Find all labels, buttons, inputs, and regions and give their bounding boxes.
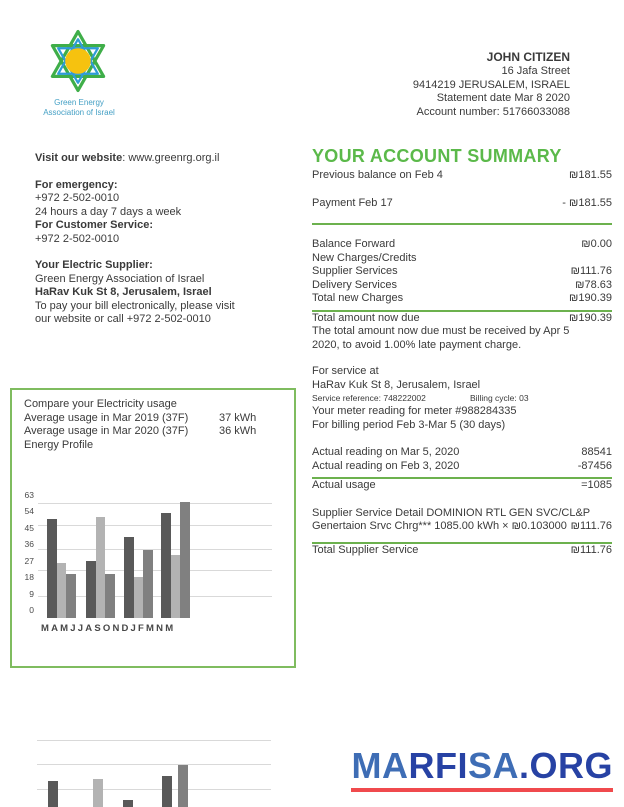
summary-row-delivery-services	[312, 279, 612, 293]
chart-y-tick: 27	[24, 555, 34, 566]
pay-instruction-line2: our website or call +972 2-502-0010	[35, 313, 211, 325]
usage-bar	[124, 537, 134, 618]
chart-y-tick: 36	[24, 539, 34, 550]
due-note-line1: The total amount now due must be received by Apr 5	[312, 325, 570, 337]
row-value: ₪111.76	[570, 520, 612, 532]
chart-y-tick: 45	[24, 522, 34, 533]
row-label: Balance Forward	[312, 238, 396, 250]
emergency-hours: 24 hours a day 7 days a week	[35, 205, 182, 218]
row-value: ₪78.63	[575, 278, 612, 291]
summary-row-previous-balance	[312, 169, 612, 183]
row-label: New Charges/Credits	[312, 251, 417, 264]
recipient-street: 16 Jafa Street	[501, 65, 570, 77]
row-label: Actual reading on Feb 3, 2020	[312, 459, 460, 472]
usage-bar	[93, 779, 103, 807]
row-value: - ₪181.55	[562, 196, 612, 209]
chart2-gridline	[37, 740, 271, 741]
avg-usage-2019-row	[24, 412, 284, 426]
chart2-gridline	[37, 764, 271, 765]
row-value: 37 kWh	[219, 411, 257, 424]
summary-row-payment	[312, 197, 612, 211]
website-url: : www.greenrg.org.il	[122, 152, 220, 164]
service-reference: Service reference: 748222002	[312, 393, 426, 403]
row-value: ₪181.55	[569, 169, 612, 181]
usage-bar	[143, 550, 153, 618]
chart2-gridline	[37, 789, 271, 790]
chart-gridline	[38, 525, 272, 526]
row-label: Previous balance on Feb 4	[312, 169, 443, 181]
row-value: ₪190.39	[569, 311, 612, 324]
marfisa-logo	[351, 746, 613, 792]
chart-y-tick: 63	[24, 490, 34, 500]
usage-bar	[66, 574, 76, 619]
usage-bar	[162, 776, 172, 807]
org-logo-text	[18, 98, 140, 117]
row-value: ₪0.00	[581, 238, 612, 250]
billing-cycle: Billing cycle: 03	[470, 393, 529, 403]
meter-line: Your meter reading for meter #988284335	[312, 405, 517, 417]
supplier-label: Your Electric Supplier:	[35, 259, 153, 271]
star-of-david-sun-icon	[46, 27, 110, 95]
row-label: Average usage in Mar 2019 (37F)	[24, 411, 189, 424]
row-label: Total Supplier Service	[312, 543, 419, 556]
row-label: Delivery Services	[312, 278, 397, 291]
marfisa-segment-2: RFI	[408, 745, 468, 786]
summary-row-supplier-services	[312, 265, 612, 279]
org-name-line1: Green Energy	[54, 98, 104, 107]
summary-row-total-due	[312, 312, 612, 326]
service-reference-row	[312, 392, 612, 405]
emergency-label: For emergency:	[35, 178, 118, 191]
usage-bar	[48, 781, 58, 807]
actual-usage-row	[312, 479, 612, 493]
row-value: 88541	[581, 446, 612, 458]
green-divider	[312, 223, 612, 225]
summary-row-balance-forward	[312, 238, 612, 252]
usage-bar	[123, 800, 133, 807]
summary-title: YOUR ACCOUNT SUMMARY	[312, 146, 562, 166]
pay-instruction-line1: To pay your bill electronically, please visit	[35, 299, 235, 312]
account-summary	[312, 146, 612, 557]
chart-gridline	[38, 549, 272, 550]
usage-bar	[57, 563, 67, 618]
chart-y-tick: 18	[24, 572, 34, 583]
supplier-detail-line1: Supplier Service Detail DOMINION RTL GEN SVC/CL&P	[312, 506, 591, 519]
row-label: Actual usage	[312, 479, 376, 491]
usage-bar	[180, 502, 190, 618]
row-label: Supplier Services	[312, 265, 398, 277]
chart-y-tick: 0	[29, 605, 34, 615]
summary-row-total-new-charges	[312, 292, 612, 306]
for-service-at: For service at	[312, 365, 379, 377]
chart-y-tick: 54	[24, 506, 34, 517]
row-label: Actual reading on Mar 5, 2020	[312, 446, 460, 458]
chart-y-tick: 9	[29, 588, 34, 599]
customer-service-phone: +972 2-502-0010	[35, 232, 120, 245]
marfisa-underline	[351, 788, 613, 792]
usage-bar	[161, 513, 171, 618]
usage-bar	[96, 517, 106, 618]
customer-service-label: For Customer Service:	[35, 219, 153, 231]
usage-bar	[171, 555, 181, 618]
reading-row-feb	[312, 460, 612, 474]
row-label: Total new Charges	[312, 292, 404, 304]
supplier-detail-line2	[312, 520, 612, 534]
chart-gridline	[38, 503, 272, 504]
row-value: ₪111.76	[570, 265, 612, 277]
account-number: Account number: 51766033088	[416, 105, 570, 118]
row-label: Average usage in Mar 2020 (37F)	[24, 425, 189, 437]
row-value: =1085	[581, 479, 612, 491]
row-value: 36 kWh	[219, 425, 257, 437]
row-value: ₪111.76	[570, 543, 612, 556]
supplier-address: HaRav Kuk St 8, Jerusalem, Israel	[35, 286, 212, 298]
emergency-phone: +972 2-502-0010	[35, 192, 120, 204]
row-value: -87456	[577, 459, 612, 472]
org-logo	[46, 27, 110, 95]
row-label: Genertaion Srvc Chrg*** 1085.00 kWh × ₪0.103000	[312, 520, 567, 532]
row-label: Total amount now due	[312, 311, 420, 324]
recipient-name: JOHN CITIZEN	[486, 50, 570, 64]
due-note-line2: 2020, to avoid 1.00% late payment charge.	[312, 338, 522, 351]
recipient-city: 9414219 JERUSALEM, ISRAEL	[412, 78, 570, 91]
usage-bar	[105, 574, 115, 619]
chart-x-axis-labels: MAMJJASONDJFMNM	[41, 623, 176, 634]
service-address: HaRav Kuk St 8, Jerusalem, Israel	[312, 378, 481, 391]
website-label: Visit our website	[35, 152, 123, 164]
summary-row-new-charges	[312, 252, 612, 266]
row-value: ₪190.39	[569, 292, 612, 304]
reading-row-mar	[312, 446, 612, 460]
row-label: Payment Feb 17	[312, 196, 393, 209]
contact-block	[35, 152, 297, 327]
usage-bar	[178, 765, 188, 807]
marfisa-segment-3: SA	[467, 745, 519, 786]
marfisa-segment-1: MA	[351, 745, 409, 786]
recipient-block	[413, 50, 570, 119]
supplier-name: Green Energy Association of Israel	[35, 272, 205, 285]
compare-title: Compare your Electricity usage	[24, 398, 177, 410]
avg-usage-2020-row	[24, 425, 284, 439]
usage-bar	[86, 561, 96, 618]
billing-period-line: For billing period Feb 3-Mar 5 (30 days)	[312, 418, 506, 431]
usage-bar	[134, 577, 144, 618]
website-line	[35, 152, 297, 166]
energy-profile-label: Energy Profile	[24, 438, 94, 451]
total-supplier-service-row	[312, 544, 612, 558]
usage-bar	[47, 519, 57, 618]
org-name-line2: Association of Israel	[43, 107, 115, 117]
marfisa-segment-4: .ORG	[518, 745, 613, 786]
statement-date: Statement date Mar 8 2020	[436, 92, 570, 104]
chart-gridline	[38, 570, 272, 571]
